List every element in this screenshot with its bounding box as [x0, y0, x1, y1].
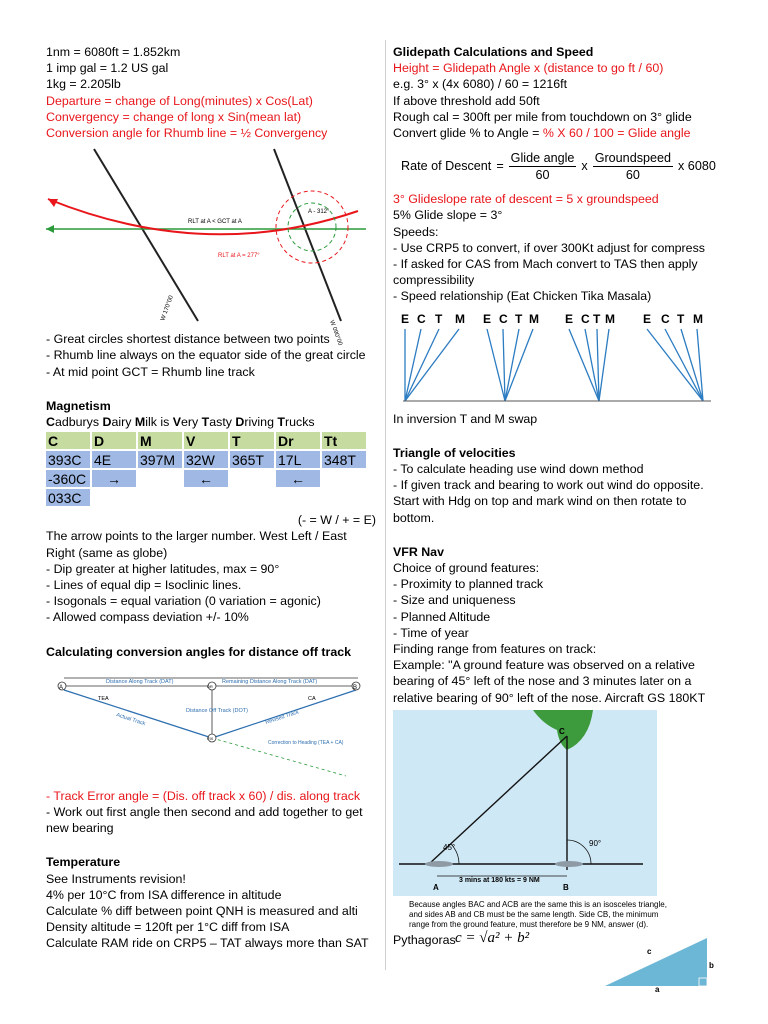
formula-num2: Groundspeed: [593, 150, 673, 167]
formula-lhs: Rate of Descent: [401, 159, 492, 174]
temperature-line: 4% per 10°C from ISA difference in altitude: [46, 887, 282, 902]
speed-letter: E: [401, 311, 410, 326]
table-cell: [322, 470, 366, 487]
table-header-row: [46, 432, 366, 449]
side-a-label: a: [655, 984, 660, 994]
right-column: [393, 44, 723, 1000]
table-row: [46, 470, 366, 487]
glideslope-rod: 3° Glideslope rate of descent = 5 x groundspeed: [393, 192, 659, 207]
w090-label: W 090°00: [328, 319, 343, 347]
inversion-note: In inversion T and M swap: [393, 411, 538, 426]
formula-tail: x 6080: [678, 159, 716, 174]
vfr-heading: VFR Nav: [393, 544, 444, 559]
table-row: [46, 451, 366, 468]
glide-convert-prefix: Convert glide % to Angle =: [393, 126, 543, 141]
table-row: [46, 489, 366, 506]
angle-90-label: 90°: [589, 838, 602, 848]
table-cell: [138, 470, 182, 487]
gc-note: - Rhumb line always on the equator side of the great circle: [46, 348, 366, 363]
intro-red-line: Convergency = change of long x Sin(mean lat): [46, 109, 302, 124]
table-cell: 17L: [276, 451, 320, 468]
glide-line: Rough cal = 300ft per mile from touchdown on 3° glide: [393, 109, 692, 124]
vfr-example: Example: "A ground feature was observed on a relative bearing of 45° left of the nose and 3 minutes later on a relative bearing of 90° left of the nose. Aircraft GS 180KT: [393, 658, 706, 705]
speed-letter: M: [605, 311, 615, 326]
glide-line: Speeds:: [393, 224, 439, 239]
table-header-cell: C: [46, 432, 90, 449]
table-header-cell: D: [92, 432, 136, 449]
table-cell: 033C: [46, 489, 90, 506]
dot-label: Distance Off Track (DOT): [186, 707, 248, 714]
temperature-heading: Temperature: [46, 855, 121, 870]
gc-note: - Great circles shortest distance between two points: [46, 332, 330, 347]
dat-label: Distance Along Track (DAT): [106, 678, 174, 685]
point-b-label: B: [563, 882, 569, 892]
glidepath-heading: Glidepath Calculations and Speed: [393, 45, 594, 59]
table-header-cell: Dr: [276, 432, 320, 449]
glide-line: - If asked for CAS from Mach convert to TAS then apply compressibility: [393, 257, 698, 288]
speed-letter: T: [593, 311, 601, 326]
vfr-line: - Proximity to planned track: [393, 577, 544, 592]
mnemonic-letter: D: [102, 415, 112, 430]
speed-letter: E: [565, 311, 574, 326]
conversion-heading: Calculating conversion angles for distance off track: [46, 644, 352, 659]
table-header-cell: T: [230, 432, 274, 449]
table-cell: 393C: [46, 451, 90, 468]
speed-letter: T: [435, 311, 443, 326]
table-cell: 32W: [184, 451, 228, 468]
glide-line: e.g. 3° x (4x 6080) / 60 = 1216ft: [393, 77, 568, 92]
speed-letter: M: [529, 311, 539, 326]
mnemonic-letter: V: [172, 415, 181, 430]
temperature-line: Calculate % diff between point QNH is measured and alti: [46, 904, 358, 919]
column-divider: [385, 40, 386, 970]
fix-label: FIX: [207, 735, 214, 741]
arrow-right-icon: →: [92, 470, 136, 487]
mnemonic-letter: D: [235, 415, 245, 430]
speed-letter: T: [677, 311, 685, 326]
mnemonic-letter: C: [46, 415, 55, 430]
vfr-line: Finding range from features on track:: [393, 642, 597, 657]
magnetism-note: The arrow points to the larger number. West Left / East Right (same as globe): [46, 529, 347, 560]
glide-convert-formula: % X 60 / 100 = Glide angle: [542, 126, 691, 141]
table-cell: 4E: [92, 451, 136, 468]
speed-letter: M: [693, 311, 703, 326]
temperature-line: Density altitude = 120ft per 1°C diff from ISA: [46, 920, 290, 935]
mnemonic-letter: T: [201, 415, 210, 430]
table-cell: [230, 470, 274, 487]
glidepath-height-formula: Height = Glidepath Angle x (distance to go ft / 60): [393, 61, 664, 76]
arrow-left-icon: ←: [184, 470, 228, 487]
point-a-label: A: [433, 882, 439, 892]
range-diagram: [393, 710, 657, 896]
magnetism-note: - Lines of equal dip = Isoclinic lines.: [46, 578, 242, 593]
speed-letter: E: [483, 311, 492, 326]
speed-letter: C: [661, 311, 670, 326]
speed-letter: C: [581, 311, 590, 326]
pythagoras-formula: c = √a² + b²: [455, 929, 530, 946]
dr-label: DR: [207, 683, 213, 689]
glide-line: - Use CRP5 to convert, if over 300Kt adjust for compress: [393, 240, 705, 255]
table-cell: 365T: [230, 451, 274, 468]
rate-of-descent-formula: Rate of Descent = Glide angle 60 x Groundspeed 60 x 6080: [401, 150, 716, 182]
intro-line: 1nm = 6080ft = 1.852km: [46, 45, 181, 59]
rlt277-label: RLT at A = 277°: [218, 253, 260, 260]
triangle-heading: Triangle of velocities: [393, 445, 516, 460]
revised-track-label: Revised Track: [264, 709, 300, 726]
point-c-label: C: [559, 726, 565, 736]
glide-line: 5% Glide slope = 3°: [393, 208, 503, 223]
ca-label: CA: [308, 695, 316, 702]
gc-note: - At mid point GCT = Rhumb line track: [46, 364, 255, 379]
magnetism-note: - Dip greater at higher latitudes, max = 90°: [46, 561, 280, 576]
mnemonic-letter: M: [134, 415, 146, 430]
glide-convert-line: [393, 125, 723, 141]
magnetism-note: - Isogonals = equal variation (0 variation = agonic): [46, 594, 321, 609]
table-cell: -360C: [46, 470, 90, 487]
formula-den1: 60: [535, 167, 550, 182]
rdat-label: Remaining Distance Along Track (DAT): [222, 678, 318, 685]
intro-red-line: Conversion angle for Rhumb line = ½ Convergency: [46, 126, 328, 141]
a312-label: A - 312°: [308, 209, 330, 216]
vfr-line: - Planned Altitude: [393, 609, 491, 624]
vfr-line: - Time of year: [393, 625, 469, 640]
actual-track-label: Actual Track: [115, 712, 147, 728]
side-c-label: c: [647, 946, 652, 956]
temperature-line: Calculate RAM ride on CRP5 – TAT always more than SAT: [46, 936, 369, 951]
w170-label: W 170°00: [160, 295, 175, 322]
table-header-cell: M: [138, 432, 182, 449]
table-cell: 348T: [322, 451, 366, 468]
rlt-gct-label: RLT at A < GCT at A: [188, 219, 242, 226]
table-header-cell: Tt: [322, 432, 366, 449]
glide-line: If above threshold add 50ft: [393, 93, 540, 108]
magnetism-mnemonic: Cadburys Dairy Milk is Very Tasty Driving Trucks: [46, 415, 315, 430]
speed-letter: C: [417, 311, 426, 326]
speed-letter: T: [515, 311, 523, 326]
correction-label: Correction to Heading (TEA + CA): [268, 739, 344, 746]
triangle-line: - If given track and bearing to work out wind do opposite. Start with Hdg on top and mark wind on then rotate to bottom.: [393, 478, 704, 525]
tea-label: TEA: [98, 695, 109, 702]
speed-letter: C: [499, 311, 508, 326]
point-b-label: B: [353, 684, 358, 691]
mnemonic-letter: T: [277, 415, 285, 430]
intro-red-line: Departure = change of Long(minutes) x Cos(Lat): [46, 93, 313, 108]
sign-note: (- = W / + = E): [297, 513, 376, 528]
point-a-label: A: [59, 684, 64, 691]
table-cell: 397M: [138, 451, 182, 468]
triangle-line: - To calculate heading use wind down method: [393, 462, 644, 477]
magnetism-note: - Allowed compass deviation +/- 10%: [46, 610, 249, 625]
range-caption: Because angles BAC and ACB are the same this is an isosceles triangle, and sides AB and CB must be the same length. Side CB, the minimum range from the ground feature, must therefore be 9 NM, answer (d).: [409, 899, 667, 929]
right-triangle-diagram: [603, 934, 715, 992]
distance-label: 3 mins at 180 kts = 9 NM: [459, 876, 540, 884]
magnetism-heading: Magnetism: [46, 398, 111, 413]
formula-den2: 60: [625, 167, 640, 182]
table-header-cell: V: [184, 432, 228, 449]
vfr-line: - Size and uniqueness: [393, 593, 516, 608]
speed-letter: M: [455, 311, 465, 326]
temperature-line: See Instruments revision!: [46, 871, 186, 886]
track-error-formula: - Track Error angle = (Dis. off track x 60) / dis. along track: [46, 788, 361, 803]
conversion-note: - Work out first angle then second and add together to get new bearing: [46, 805, 363, 836]
glide-line: - Speed relationship (Eat Chicken Tika Masala): [393, 289, 652, 304]
angle-45-label: 45°: [443, 842, 456, 852]
pythagoras-label: Pythagoras: [393, 932, 456, 947]
variation-table: [44, 430, 368, 508]
left-column: [46, 44, 376, 952]
intro-line: 1 imp gal = 1.2 US gal: [46, 61, 169, 76]
arrow-left-icon: ←: [276, 470, 320, 487]
pythagoras-block: [393, 930, 723, 1000]
speed-relationship-diagram: [393, 311, 723, 407]
vfr-line: Choice of ground features:: [393, 561, 540, 576]
off-track-diagram: [46, 666, 366, 782]
speed-letter: E: [643, 311, 652, 326]
intro-line: 1kg = 2.205lb: [46, 77, 121, 92]
side-b-label: b: [709, 960, 714, 970]
formula-num1: Glide angle: [509, 150, 577, 167]
